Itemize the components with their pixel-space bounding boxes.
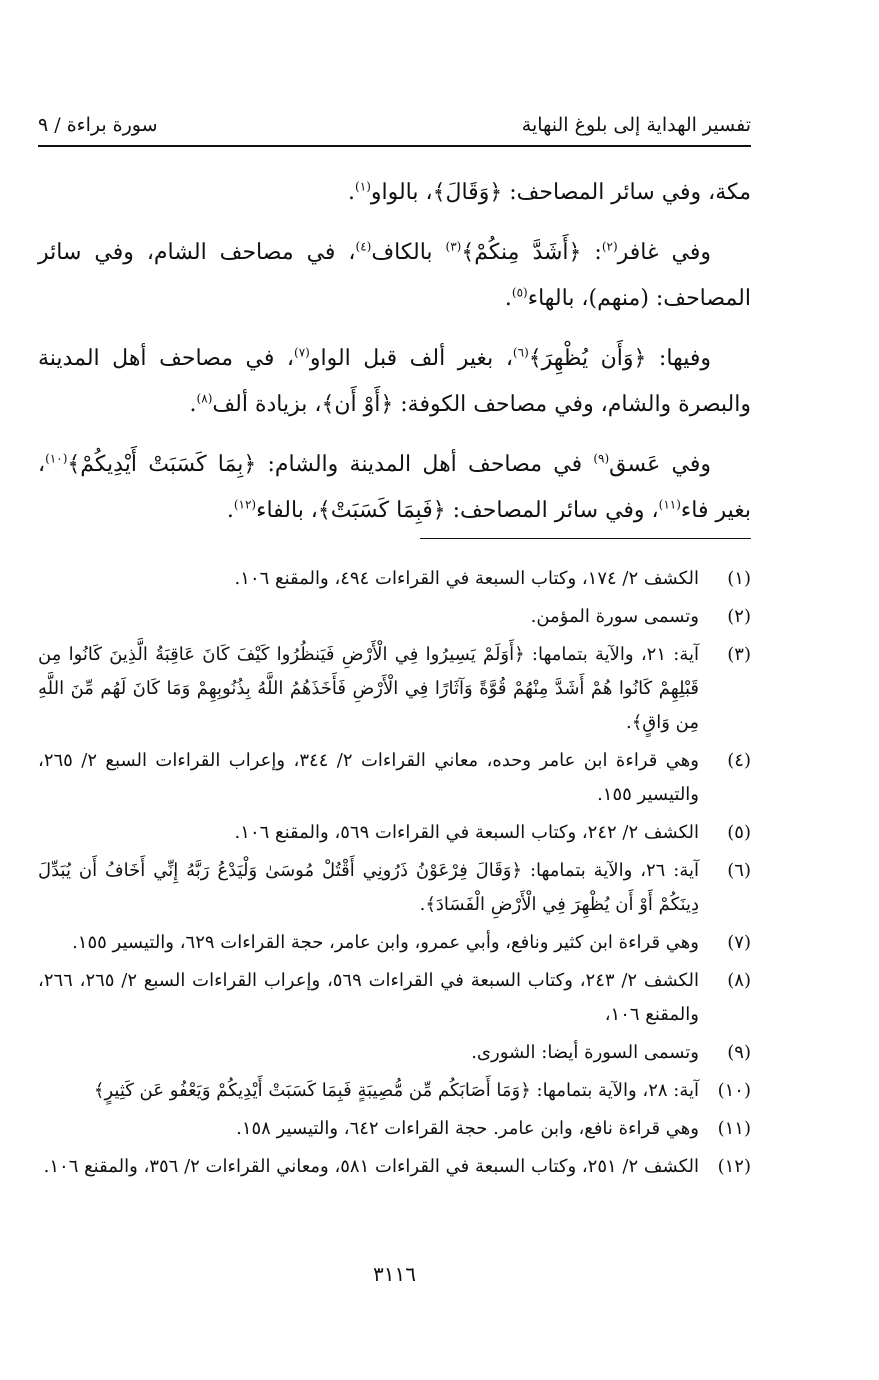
footnote-number: (١٢) xyxy=(717,1156,751,1177)
footnote-number: (١) xyxy=(727,568,751,589)
footnote-ref-1[interactable]: (١) xyxy=(355,179,371,194)
footnote-ref-11[interactable]: (١١) xyxy=(658,497,681,512)
footnote-ref-3[interactable]: (٣) xyxy=(445,239,462,254)
header-divider xyxy=(38,145,751,147)
footnote-ref-4[interactable]: (٤) xyxy=(355,239,372,254)
footnote-number: (٩) xyxy=(727,1042,751,1063)
paragraph-text: ، بغير ألف قبل الواو xyxy=(309,346,513,371)
footnote-number: (٤) xyxy=(727,750,751,771)
footnote-ref-8[interactable]: (٨) xyxy=(196,391,213,406)
footnote-number: (٦) xyxy=(727,860,751,881)
footnote-item xyxy=(38,744,751,812)
paragraph-text: مكة، وفي سائر المصاحف: ﴿وَقَالَ﴾، بالواو xyxy=(370,180,751,205)
footnote-text: الكشف ٢/ ٢٤٢، وكتاب السبعة في القراءات ٥٦٩، والمقنع ١٠٦. xyxy=(234,822,699,843)
footnote-item xyxy=(38,562,751,596)
paragraph-text: ، في مصاحف أهل المدينة والبصرة والشام، وفي مصاحف الكوفة: ﴿أَوْ أَن﴾، بزيادة ألف xyxy=(38,346,751,417)
paragraph-text: ، وفي سائر المصاحف: ﴿فَبِمَا كَسَبَتْ﴾، بالفاء xyxy=(256,498,659,523)
paragraph-3 xyxy=(38,336,751,428)
footnote-number: (٥) xyxy=(727,822,751,843)
footnote-item xyxy=(38,964,751,1032)
footnote-ref-10[interactable]: (١٠) xyxy=(45,451,68,466)
footnote-item xyxy=(38,1150,751,1184)
paragraph-text: ، بغير فاء xyxy=(38,452,751,523)
footnote-ref-9[interactable]: (٩) xyxy=(593,451,610,466)
footnote-text: آية: ٢١، والآية بتمامها: ﴿أَوَلَمْ يَسِيرُوا فِي الْأَرْضِ فَيَنظُرُوا كَيْفَ كَانَ عَاقِبَةُ الَّذِينَ كَانُوا مِن قَبْلِهِمْ كَانُوا هُمْ أَشَدَّ مِنْهُمْ قُوَّةً وَآثَارًا فِي الْأَرْضِ فَأَخَذَهُمُ اللَّهُ بِذُنُوبِهِمْ وَمَا كَانَ لَهُم مِّنَ اللَّهِ مِن وَاقٍ﴾. xyxy=(38,644,699,733)
footnote-ref-6[interactable]: (٦) xyxy=(512,345,529,360)
footnote-text: وهي قراءة نافع، وابن عامر. حجة القراءات ٦٤٢، والتيسير ١٥٨. xyxy=(236,1118,699,1139)
footnote-ref-12[interactable]: (١٢) xyxy=(233,497,257,512)
book-title: تفسير الهداية إلى بلوغ النهاية xyxy=(521,114,751,136)
footnote-number: (٣) xyxy=(727,644,751,665)
footnote-text: الكشف ٢/ ٢٤٣، وكتاب السبعة في القراءات ٥٦٩، وإعراب القراءات السبع ٢/ ٢٦٥، ٢٦٦، والمقنع ١٠٦، xyxy=(38,970,699,1025)
footnote-item xyxy=(38,1074,751,1108)
paragraph-2 xyxy=(38,230,751,322)
surah-page-label: سورة براءة / ٩ xyxy=(38,114,158,136)
paragraph-1 xyxy=(38,170,751,216)
paragraph-text: وفيها: ﴿وَأَن يُظْهِرَ﴾ xyxy=(528,346,711,371)
main-text xyxy=(38,170,751,548)
footnotes xyxy=(38,562,751,1188)
paragraph-text: : ﴿أَشَدَّ مِنكُمْ﴾ xyxy=(461,240,602,265)
footnote-ref-5[interactable]: (٥) xyxy=(511,285,528,300)
paragraph-text: . xyxy=(226,498,234,523)
footnote-text: آية: ٢٨، والآية بتمامها: ﴿وَمَا أَصَابَكُم مِّن مُّصِيبَةٍ فَبِمَا كَسَبَتْ أَيْدِيكُمْ وَيَعْفُو عَن كَثِيرٍ﴾ xyxy=(93,1080,699,1101)
paragraph-text: . xyxy=(348,180,356,205)
footnote-item xyxy=(38,600,751,634)
footnote-item xyxy=(38,926,751,960)
footnote-item xyxy=(38,816,751,850)
footnote-text: وتسمى سورة المؤمن. xyxy=(530,606,699,627)
footnote-text: آية: ٢٦، والآية بتمامها: ﴿وَقَالَ فِرْعَوْنُ ذَرُونِي أَقْتُلْ مُوسَىٰ وَلْيَدْعُ رَبَّهُ إِنِّي أَخَافُ أَن يُبَدِّلَ دِينَكُمْ أَوْ أَن يُظْهِرَ فِي الْأَرْضِ الْفَسَادَ﴾. xyxy=(38,860,699,915)
paragraph-text: في مصاحف أهل المدينة والشام: ﴿بِمَا كَسَبَتْ أَيْدِيكُمْ﴾ xyxy=(67,452,594,477)
footnote-number: (٧) xyxy=(727,932,751,953)
footnote-ref-2[interactable]: (٢) xyxy=(601,239,618,254)
footnote-text: وهي قراءة ابن عامر وحده، معاني القراءات ٢/ ٣٤٤، وإعراب القراءات السبع ٢/ ٢٦٥، والتيسير ١٥٥. xyxy=(38,750,699,805)
paragraph-text: . xyxy=(189,392,197,417)
footnote-text: وهي قراءة ابن كثير ونافع، وأبي عمرو، وابن عامر، حجة القراءات ٦٢٩، والتيسير ١٥٥. xyxy=(72,932,699,953)
paragraph-text: ، في مصاحف الشام، وفي سائر المصاحف: (منهم)، بالهاء xyxy=(38,240,751,311)
running-header xyxy=(38,96,751,136)
footnote-item xyxy=(38,638,751,740)
footnote-text: الكشف ٢/ ١٧٤، وكتاب السبعة في القراءات ٤٩٤، والمقنع ١٠٦. xyxy=(234,568,699,589)
page-number: ٣١١٦ xyxy=(373,1262,416,1286)
paragraph-4 xyxy=(38,442,751,534)
footnote-number: (٢) xyxy=(727,606,751,627)
footnote-item xyxy=(38,1112,751,1146)
footnote-text: وتسمى السورة أيضا: الشورى. xyxy=(471,1042,699,1063)
footnote-number: (١٠) xyxy=(717,1080,751,1101)
footnote-item xyxy=(38,1036,751,1070)
footnote-text: الكشف ٢/ ٢٥١، وكتاب السبعة في القراءات ٥٨١، ومعاني القراءات ٢/ ٣٥٦، والمقنع ١٠٦. xyxy=(43,1156,699,1177)
footnote-number: (٨) xyxy=(727,970,751,991)
paragraph-text: وفي غافر xyxy=(617,240,711,265)
footnote-item xyxy=(38,854,751,922)
footnote-number: (١١) xyxy=(717,1118,751,1139)
footnote-ref-7[interactable]: (٧) xyxy=(294,345,310,360)
paragraph-text: . xyxy=(504,286,512,311)
paragraph-text: بالكاف xyxy=(371,240,446,265)
paragraph-text: وفي عَسق xyxy=(609,452,711,477)
footnote-divider xyxy=(420,538,751,539)
